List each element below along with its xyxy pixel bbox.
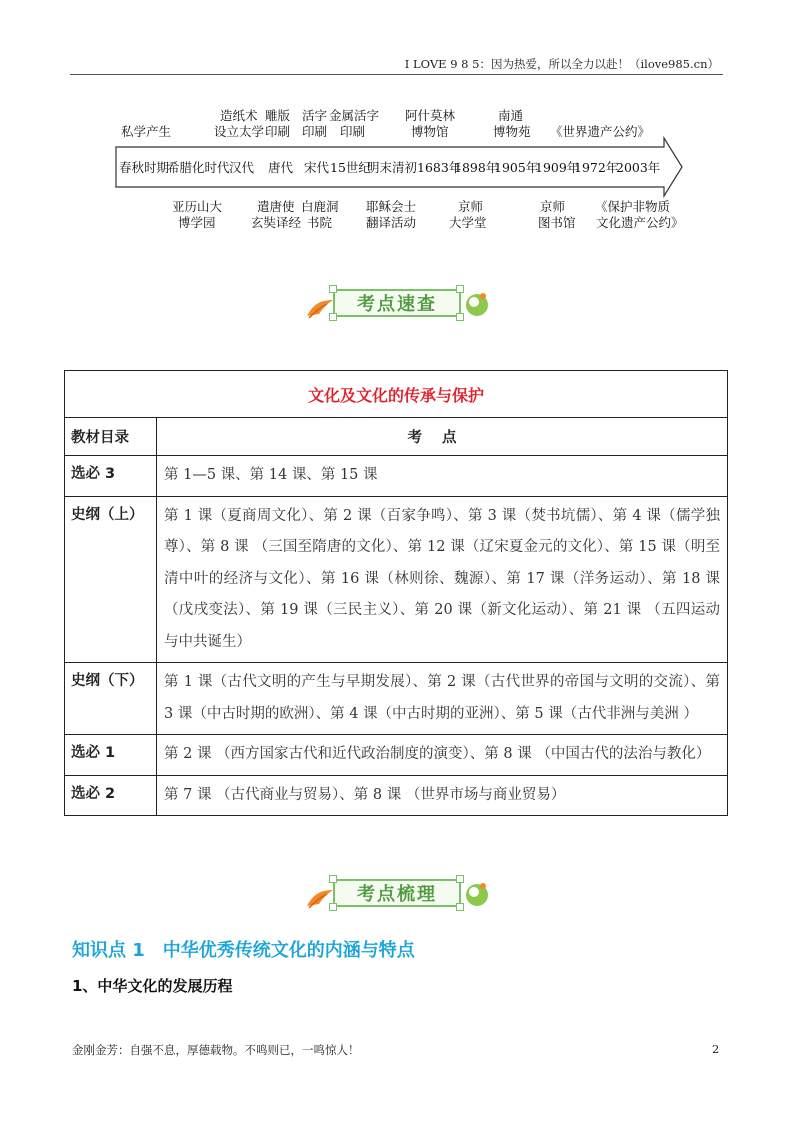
timeline-axis-label: 15世纪 — [330, 160, 371, 175]
badge-label-box — [333, 879, 461, 907]
timeline-below-label: 京师 — [458, 199, 484, 214]
timeline-axis-label: 1683年 — [417, 160, 462, 175]
timeline-diagram — [0, 0, 793, 260]
timeline-axis-label: 春秋时期 — [119, 160, 170, 175]
page-header: I LOVE 9 8 5：因为热爱，所以全力以赴！（ilove985.cn） — [404, 57, 719, 71]
timeline-axis-label: 明末清初 — [367, 160, 418, 175]
timeline-axis-label: 1905年 — [494, 160, 539, 175]
section-badge-exam-check — [303, 278, 493, 330]
column-header-points: 考点 — [157, 418, 728, 456]
row-content: 第 1 课（古代文明的产生与早期发展）、第 2 课（古代世界的帝国与文明的交流）、第 3 课（中古时期的欧洲）、第 4 课（中古时期的亚洲）、第 5 课（古代非洲与美洲 ） — [157, 663, 728, 735]
timeline-below-label: 耶稣会士 — [366, 199, 417, 214]
timeline-axis-label: 唐代 — [268, 160, 294, 175]
badge-label-box — [333, 289, 461, 317]
timeline-below-label: 京师 — [540, 199, 566, 214]
timeline-above-label: 雕版 — [265, 108, 291, 123]
row-category: 选必 1 — [65, 735, 157, 776]
badge-corner — [329, 903, 337, 911]
timeline-below-label: 翻译活动 — [366, 215, 417, 230]
timeline-below-label: 文化遗产公约》 — [596, 215, 684, 230]
timeline-above-label: 印刷 — [265, 124, 291, 139]
timeline-below-label: 图书馆 — [538, 215, 576, 230]
timeline-above-label: 南通 — [498, 108, 524, 123]
badge-corner — [329, 875, 337, 883]
row-category: 选必 2 — [65, 775, 157, 816]
timeline-axis-label: 1898年 — [454, 160, 499, 175]
timeline-above-label: 印刷 — [340, 124, 366, 139]
timeline-above-label: 设立太学 — [214, 124, 265, 139]
timeline-axis-label: 汉代 — [229, 160, 255, 175]
timeline-below-label: 白鹿洞 — [301, 199, 339, 214]
timeline-above-label: 阿什莫林 — [405, 108, 456, 123]
timeline-axis-label: 1909年 — [535, 160, 580, 175]
timeline-above-label: 造纸术 — [220, 108, 258, 123]
timeline-above-label: 博物苑 — [493, 124, 531, 139]
timeline-below-label: 《保护非物质 — [595, 199, 671, 214]
timeline-below-label: 亚历山大 — [172, 199, 223, 214]
timeline-axis-label: 2003年 — [616, 160, 661, 175]
row-category: 史纲（下） — [65, 663, 157, 735]
exam-points-table — [64, 370, 728, 816]
badge-corner — [329, 313, 337, 321]
leaf-circle-icon — [463, 880, 491, 908]
badge-label: 考点梳理 — [357, 884, 437, 905]
column-header-textbook: 教材目录 — [65, 418, 157, 456]
section-badge-exam-review — [303, 868, 493, 920]
timeline-below-label: 遣唐使 — [257, 199, 295, 214]
timeline-below-label: 书院 — [307, 215, 333, 230]
section-subtitle: 1、中华文化的发展历程 — [72, 977, 233, 995]
timeline-axis-label: 1972年 — [574, 160, 619, 175]
table-title: 文化及文化的传承与保护 — [65, 371, 728, 418]
timeline-above-label: 《世界遗产公约》 — [550, 124, 651, 139]
badge-corner — [329, 285, 337, 293]
timeline-below-label: 玄奘译经 — [251, 215, 302, 230]
leaf-circle-icon — [463, 290, 491, 318]
row-content: 第 2 课 （西方国家古代和近代政治制度的演变）、第 8 课 （中国古代的法治与教化） — [157, 735, 728, 776]
timeline-above-label: 活字 — [302, 108, 328, 123]
table-row — [65, 735, 728, 776]
row-content: 第 1 课（夏商周文化）、第 2 课（百家争鸣）、第 3 课（焚书坑儒）、第 4 课（儒学独尊）、第 8 课 （三国至隋唐的文化）、第 12 课（辽宋夏金元的文化）、第 15 课（明至清中叶的经济与文化）、第 16 课（林则徐、魏源）、第 17 课（洋务运动）、第 18 课 （戊戌变法）、第 19 课（三民主义）、第 20 课（新文化运动）、第 21 课 （五四运动与中共诞生） — [157, 496, 728, 663]
timeline-above-label: 博物馆 — [411, 124, 449, 139]
timeline-above-label: 金属活字 — [329, 108, 380, 123]
row-content: 第 7 课 （古代商业与贸易）、第 8 课 （世界市场与商业贸易） — [157, 775, 728, 816]
timeline-above-label: 私学产生 — [121, 124, 172, 139]
timeline-below-label: 博学园 — [178, 215, 216, 230]
table-row — [65, 663, 728, 735]
table-row — [65, 775, 728, 816]
table-row — [65, 456, 728, 497]
row-content: 第 1—5 课、第 14 课、第 15 课 — [157, 456, 728, 497]
timeline-above-label: 印刷 — [302, 124, 328, 139]
timeline-axis-label: 宋代 — [304, 160, 330, 175]
row-category: 选必 3 — [65, 456, 157, 497]
timeline-axis-label: 希腊化时代 — [167, 160, 230, 175]
footer-motto: 金刚金芳：自强不息，厚德载物。不鸣则已，一鸣惊人！ — [72, 1043, 360, 1057]
page-number: 2 — [712, 1042, 720, 1056]
row-category: 史纲（上） — [65, 496, 157, 663]
badge-label: 考点速查 — [357, 294, 437, 315]
table-row — [65, 496, 728, 663]
timeline-below-label: 大学堂 — [449, 215, 487, 230]
knowledge-point-title: 知识点 1 中华优秀传统文化的内涵与特点 — [72, 940, 415, 961]
